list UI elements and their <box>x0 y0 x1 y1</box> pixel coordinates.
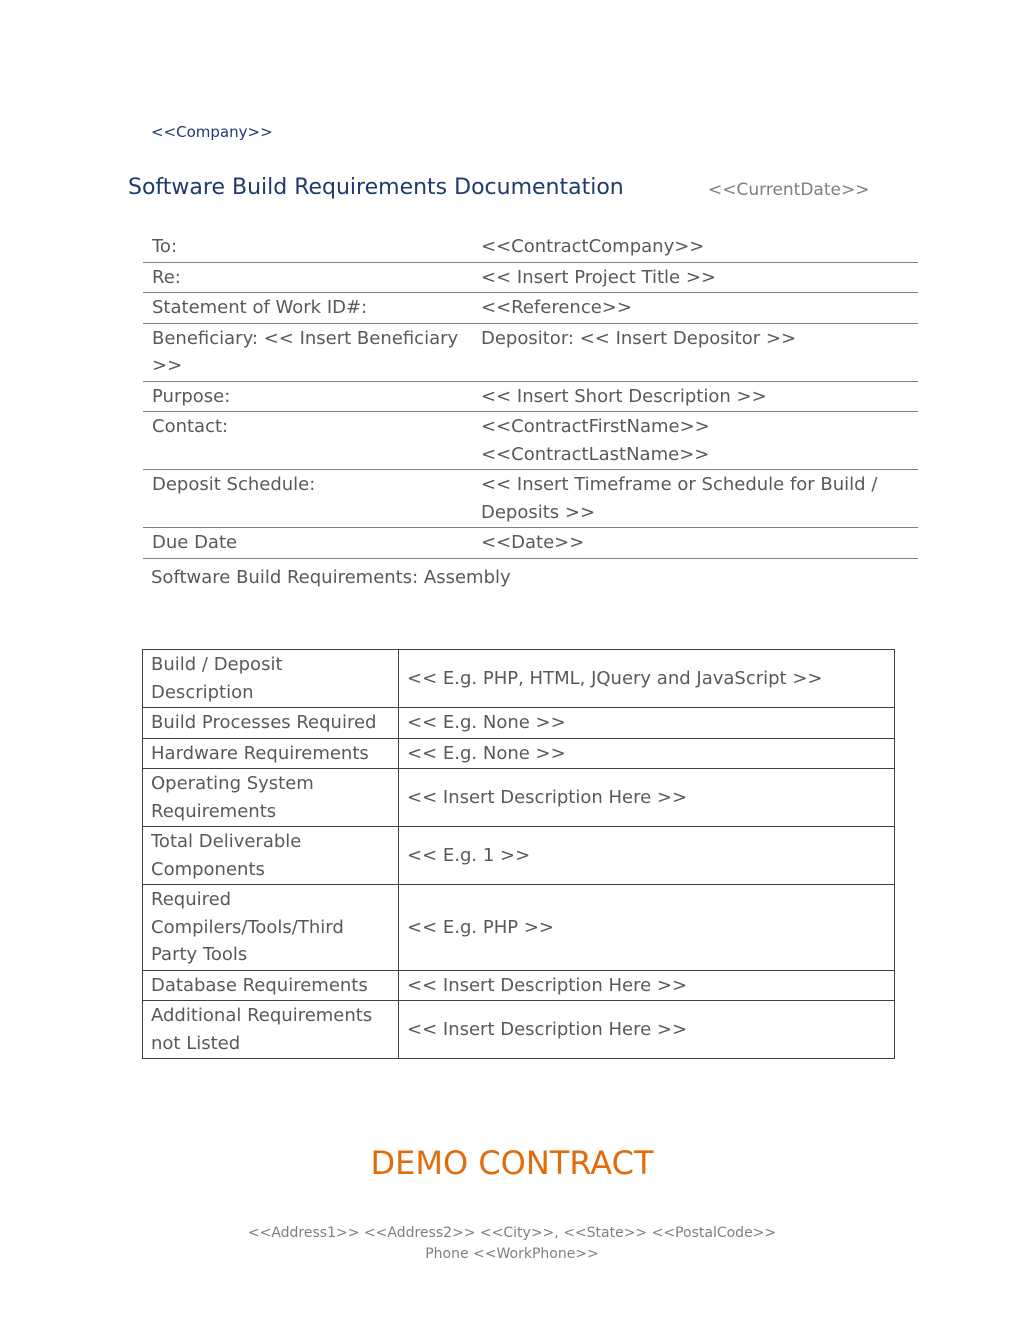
info-row-re <box>143 262 918 293</box>
requirement-value: << E.g. PHP, HTML, JQuery and JavaScript >> <box>399 650 895 708</box>
requirement-value: << E.g. None >> <box>399 738 895 769</box>
requirement-label: Operating System Requirements <box>143 769 399 827</box>
info-value: Depositor: << Insert Depositor >> <box>472 323 918 381</box>
info-label: Statement of Work ID#: <box>143 293 472 324</box>
info-label: Re: <box>143 262 472 293</box>
requirement-value: << Insert Description Here >> <box>399 970 895 1001</box>
info-value: <<ContractFirstName>> <<ContractLastName>> <box>472 412 918 470</box>
requirement-label: Database Requirements <box>143 970 399 1001</box>
contract-info-table <box>143 232 918 559</box>
table-row <box>143 885 895 971</box>
company-placeholder: <<Company>> <box>151 123 273 141</box>
demo-contract-watermark: DEMO CONTRACT <box>370 1144 654 1182</box>
requirement-label: Additional Requirements not Listed <box>143 1001 399 1059</box>
info-value: <<Date>> <box>472 528 918 559</box>
info-row-purpose <box>143 381 918 412</box>
footer-address: <<Address1>> <<Address2>> <<City>>, <<State>> <<PostalCode>> <box>247 1225 777 1241</box>
info-value: << Insert Timeframe or Schedule for Build / Deposits >> <box>472 470 918 528</box>
requirement-value: << E.g. None >> <box>399 708 895 739</box>
info-label: To: <box>143 232 472 262</box>
info-row-sow-id <box>143 293 918 324</box>
info-value: << Insert Project Title >> <box>472 262 918 293</box>
table-row <box>143 650 895 708</box>
requirement-value: << E.g. 1 >> <box>399 827 895 885</box>
table-row <box>143 1001 895 1059</box>
info-label: Purpose: <box>143 381 472 412</box>
requirement-value: << Insert Description Here >> <box>399 1001 895 1059</box>
table-row <box>143 827 895 885</box>
requirement-label: Build Processes Required <box>143 708 399 739</box>
section-heading: Software Build Requirements: Assembly <box>151 567 511 588</box>
info-value: << Insert Short Description >> <box>472 381 918 412</box>
info-label: Beneficiary: << Insert Beneficiary >> <box>143 323 472 381</box>
document-title: Software Build Requirements Documentation <box>128 175 624 200</box>
requirement-value: << Insert Description Here >> <box>399 769 895 827</box>
table-row <box>143 738 895 769</box>
table-row <box>143 769 895 827</box>
current-date: <<CurrentDate>> <box>708 180 870 200</box>
info-row-beneficiary <box>143 323 918 381</box>
info-row-deposit-schedule <box>143 470 918 528</box>
info-value: <<Reference>> <box>472 293 918 324</box>
info-label: Deposit Schedule: <box>143 470 472 528</box>
info-value: <<ContractCompany>> <box>472 232 918 262</box>
requirement-label: Total Deliverable Components <box>143 827 399 885</box>
requirement-label: Required Compilers/Tools/Third Party Tools <box>143 885 399 971</box>
info-label: Due Date <box>143 528 472 559</box>
requirement-value: << E.g. PHP >> <box>399 885 895 971</box>
footer-phone: Phone <<WorkPhone>> <box>425 1246 599 1262</box>
table-row <box>143 970 895 1001</box>
requirement-label: Hardware Requirements <box>143 738 399 769</box>
table-row <box>143 708 895 739</box>
info-row-contact <box>143 412 918 470</box>
requirement-label: Build / Deposit Description <box>143 650 399 708</box>
requirements-table <box>142 649 895 1059</box>
info-row-due-date <box>143 528 918 559</box>
info-row-to <box>143 232 918 262</box>
info-label: Contact: <box>143 412 472 470</box>
